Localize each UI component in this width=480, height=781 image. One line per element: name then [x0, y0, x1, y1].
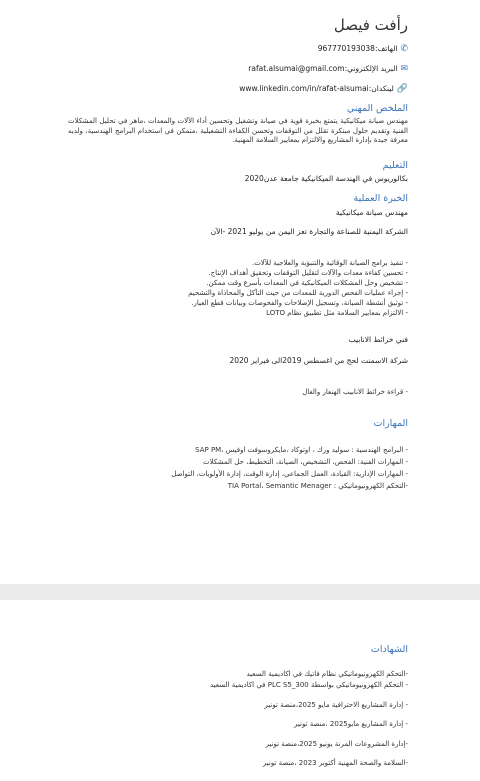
person-name: رأفت فيصل: [333, 16, 408, 34]
skill-item: - المهارات الفنية: الفحص، التشخيص، الصيانة، التخطيط، حل المشكلات: [202, 458, 408, 466]
email-label: البريد الإلكتروني:: [344, 64, 398, 73]
duty-item: - تحسين كفاءة معدات والآلات لتقليل التوقفات وتحقيق أهداف الإنتاج.: [208, 269, 408, 277]
phone-icon: ✆: [400, 44, 408, 54]
certificate-item: -السلامة والصحة المهنية أكتوبر 2023 ،منصة تونير: [262, 759, 408, 767]
envelope-icon: ✉: [400, 64, 408, 74]
skill-item: - المهارات الإدارية: القيادة، العمل الجماعي، إدارة الوقت، إدارة الأولويات، التواصل: [171, 470, 408, 478]
linkedin-line: [239, 84, 408, 94]
phone-text: الهاتف:967770193038: [317, 44, 398, 53]
linkedin-link[interactable]: www.linkedin.com/in/rafat-alsumai: [239, 84, 369, 93]
certificate-item: -إدارة المشروعات المرنة يونيو 2025،منصة تونير: [265, 740, 408, 748]
duty-item: - تشخيص وحل المشكلات الميكانيكية في المعدات بأسرع وقت ممكن.: [206, 279, 408, 287]
phone-line: [318, 44, 408, 54]
resume-page-2: [0, 600, 480, 781]
certificates-heading: الشهادات: [370, 644, 408, 655]
summary-heading: الملخص المهني: [346, 103, 408, 114]
job-title-2: فني خرائط الانابيب: [348, 335, 408, 344]
certificate-item: -التحكم الكهرونيوماتيكي نظام فاتيك في اكاديمية السعيد: [246, 670, 408, 678]
duty-item: - إجراء عمليات الفحص الدورية للمعدات من حيث التآكل والمحاذاة والتشحيم: [188, 289, 408, 297]
education-degree: بكالوريوس في الهندسة الميكانيكية جامعة عدن2020: [244, 174, 408, 183]
certificate-item: - إدارة المشاريع الاحترافية مايو 2025،منصة تونير: [264, 701, 408, 709]
linkedin-label: لينكدان:: [368, 84, 394, 93]
link-icon: 🔗: [396, 84, 408, 94]
summary-text: مهندس صيانة ميكانيكية يتمتع بخبرة قوية في صيانة وتشغيل وتحسين أداء الآلات والمعدات ،ماهر في تحليل المشكلات الفنية وتقديم حلول مبتكرة تقلل من التوقفات وتحسن الكفاءة التشغيلية ،متمكن في استخدام البرامج الهندسية، ولديه معرفة جيدة بإدارة المشاريع والالتزام بمعايير السلامة المهنية.: [68, 117, 408, 145]
email-link[interactable]: rafat.alsumai@gmail.com: [248, 64, 345, 73]
skill-item: - البرامج الهندسية : سوليد ورك ، اوتوكاد ،مايكروسوفت اوفيس ،SAP PM: [195, 446, 408, 454]
education-heading: التعليم: [382, 160, 408, 171]
certificate-item: - التحكم الكهرونيوماتيكي بواسطة PLC S5_300 في اكاديمية السعيد: [210, 681, 408, 689]
duty-item: - توثيق أنشطة الصيانة، وتسجيل الإصلاحات والفحوصات وبيانات قطع الغيار.: [191, 299, 408, 307]
certificate-item: - إدارة المشاريع مايو2025 ،منصة تونير: [294, 720, 408, 728]
duty-item: - تنفيذ برامج الصيانة الوقائية والتنبؤية والعلاجية للآلات.: [251, 259, 408, 267]
job-title: مهندس صيانة ميكانيكية: [335, 208, 408, 217]
skill-item: -التحكم الكهرونيوماتيكي : TIA Portal، Semantic Menager: [227, 482, 408, 490]
skills-heading: المهارات: [373, 418, 408, 429]
email-line: [248, 64, 408, 74]
duty-item-2: - قراءة خرائط الانابيب الهنغار والغال: [302, 388, 408, 396]
duty-item: - الالتزام بمعايير السلامة مثل تطبيق نظام LOTO: [266, 309, 408, 317]
experience-heading: الخبرة العملية: [353, 193, 408, 204]
company-line-2: شركة الاسمنت لحج من اغسطس 2019الى فبراير 2020: [229, 356, 408, 365]
company-line: الشركة اليمنية للصناعة والتجارة تعز اليمن من يوليو 2021 -الآن: [210, 227, 408, 236]
